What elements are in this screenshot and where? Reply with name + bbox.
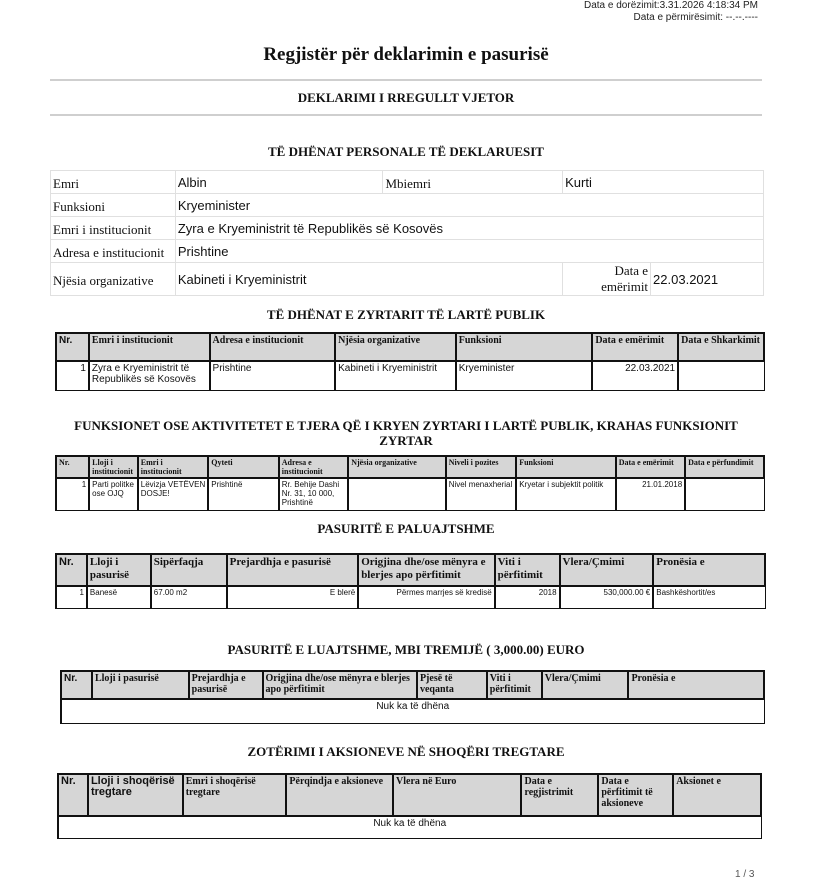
cell-area: 67.00 m2 <box>151 586 227 608</box>
col-header: Funksioni <box>456 333 593 361</box>
page-number: 1 / 3 <box>735 869 755 880</box>
col-header: Lloji i shoqërisë tregtare <box>88 774 183 816</box>
address-value: Prishtine <box>175 240 763 263</box>
col-header: Emri i institucionit <box>89 333 210 361</box>
cell-appointment: 21.01.2018 <box>616 478 685 510</box>
cell-unit: Kabineti i Kryeministrit <box>335 361 456 390</box>
divider <box>50 79 762 81</box>
cell-type: Banesë <box>87 586 151 608</box>
cell-appointment: 22.03.2021 <box>592 361 678 390</box>
cell-nr: 1 <box>56 361 89 390</box>
institution-label: Emri i institucionit <box>51 217 176 240</box>
col-header: Niveli i pozites <box>446 456 517 478</box>
divider <box>50 114 762 116</box>
cell-year: 2018 <box>495 586 560 608</box>
cell-nr: 1 <box>56 478 89 510</box>
table-row <box>56 361 764 390</box>
cell-city: Prishtinë <box>208 478 279 510</box>
col-header: Data e emërimit <box>592 333 678 361</box>
cell-institution: Zyra e Kryeministrit të Republikës së Kosovës <box>89 361 210 390</box>
empty-message: Nuk ka të dhëna <box>58 816 761 838</box>
col-header: Nr. <box>56 456 89 478</box>
empty-message: Nuk ka të dhëna <box>61 699 764 723</box>
unit-value: Kabineti i Kryeministrit <box>175 263 562 296</box>
col-header: Viti i përfitimit <box>495 554 560 586</box>
col-header: Nr. <box>58 774 88 816</box>
cell-origin: E blerë <box>227 586 359 608</box>
col-header: Qyteti <box>208 456 279 478</box>
cell-acquisition-method: Përmes marrjes së kredisë <box>358 586 494 608</box>
col-header: Emri i shoqërisë tregtare <box>183 774 287 816</box>
col-header: Nr. <box>56 333 89 361</box>
cell-dismissal <box>678 361 764 390</box>
unit-label: Njësia organizative <box>51 263 176 296</box>
cell-function: Kryeminister <box>456 361 593 390</box>
section-title-official: TË DHËNAT E ZYRTARIT TË LARTË PUBLIK <box>266 307 546 322</box>
col-header: Data e emërimit <box>616 456 685 478</box>
first-name-value: Albin <box>175 171 383 194</box>
first-name-label: Emri <box>51 171 176 194</box>
section-title-immovable: PASURITË E PALUAJTSHME <box>317 521 495 536</box>
table-row <box>56 478 764 510</box>
declaration-type: DEKLARIMI I RREGULLT VJETOR <box>297 90 515 105</box>
col-header: Origjina dhe/ose mënyra e blerjes apo përfitimit <box>358 554 494 586</box>
immovable-assets-table <box>55 553 766 609</box>
col-header: Adresa e institucionit <box>279 456 348 478</box>
movable-assets-table <box>60 670 765 724</box>
last-name-value: Kurti <box>563 171 764 194</box>
table-header-row <box>58 774 761 816</box>
cell-function: Kryetar i subjektit politik <box>516 478 616 510</box>
col-header: Pronësia e <box>628 671 764 699</box>
col-header: Nr. <box>56 554 87 586</box>
col-header: Sipërfaqja <box>151 554 227 586</box>
col-header: Lloji i institucionit <box>89 456 138 478</box>
table-header-row <box>56 554 765 586</box>
col-header: Lloji i pasurisë <box>87 554 151 586</box>
section-title-shares: ZOTËRIMI I AKSIONEVE NË SHOQËRI TREGTARE <box>247 744 565 759</box>
page-title: Regjistër për deklarimin e pasurisë <box>263 44 549 65</box>
col-header: Pronësia e <box>653 554 765 586</box>
col-header: Aksionet e <box>673 774 761 816</box>
col-header: Pjesë të veqanta <box>417 671 487 699</box>
official-table <box>55 332 765 391</box>
col-header: Lloji i pasurisë <box>92 671 189 699</box>
table-header-row <box>56 456 764 478</box>
col-header: Origjina dhe/ose mënyra e blerjes apo përfitimit <box>263 671 417 699</box>
col-header: Funksioni <box>516 456 616 478</box>
col-header: Emri i institucionit <box>138 456 209 478</box>
cell-ownership: Bashkëshortit/es <box>653 586 765 608</box>
col-header: Data e regjistrimit <box>521 774 598 816</box>
submission-meta <box>584 0 758 24</box>
table-header-row <box>61 671 764 699</box>
col-header: Njësia organizative <box>348 456 445 478</box>
function-value: Kryeminister <box>175 194 763 217</box>
cell-unit <box>348 478 445 510</box>
cell-nr: 1 <box>56 586 87 608</box>
cell-address: Prishtine <box>210 361 336 390</box>
col-header: Vlera/Çmimi <box>560 554 654 586</box>
personal-info-table <box>50 170 764 296</box>
col-header: Data e përfitimit të aksioneve <box>598 774 673 816</box>
col-header: Prejardhja e pasurisë <box>227 554 359 586</box>
col-header: Vlera/Çmimi <box>542 671 629 699</box>
function-label: Funksioni <box>51 194 176 217</box>
col-header: Prejardhja e pasurisë <box>189 671 263 699</box>
col-header: Adresa e institucionit <box>210 333 336 361</box>
table-row <box>56 586 765 608</box>
institution-value: Zyra e Kryeministrit të Republikës së Kosovës <box>175 217 763 240</box>
col-header: Njësia organizative <box>335 333 456 361</box>
section-title-personal: TË DHËNAT PERSONALE TË DEKLARUESIT <box>268 144 544 159</box>
submitted-date: Data e dorëzimit:3.31.2026 4:18:34 PM <box>584 0 758 11</box>
col-header: Data e Shkarkimit <box>678 333 764 361</box>
cell-level: Nivel menaxherial <box>446 478 517 510</box>
other-functions-table <box>55 455 765 511</box>
appointment-value: 22.03.2021 <box>651 263 764 296</box>
col-header: Vlera në Euro <box>393 774 521 816</box>
cell-value: 530,000.00 € <box>560 586 654 608</box>
table-row-empty <box>58 816 761 838</box>
col-header: Data e përfundimit <box>685 456 764 478</box>
shares-table <box>57 773 762 839</box>
table-row-empty <box>61 699 764 723</box>
table-header-row <box>56 333 764 361</box>
appointment-label: Data e emërimit <box>563 263 651 296</box>
modified-date: Data e përmirësimit: --.--.---- <box>633 12 758 23</box>
cell-institution-type: Parti politke ose OJQ <box>89 478 138 510</box>
col-header: Nr. <box>61 671 92 699</box>
cell-end-date <box>685 478 764 510</box>
col-header: Viti i përfitimit <box>487 671 542 699</box>
section-title-movable: PASURITË E LUAJTSHME, MBI TREMIJË ( 3,000.00) EURO <box>227 642 585 657</box>
cell-address: Rr. Behije Dashi Nr. 31, 10 000, Prishtinë <box>279 478 348 510</box>
cell-institution-name: Lëvizja VETËVENDOSJE! <box>138 478 209 510</box>
address-label: Adresa e institucionit <box>51 240 176 263</box>
col-header: Përqindja e aksioneve <box>286 774 393 816</box>
last-name-label: Mbiemri <box>383 171 563 194</box>
section-title-other-functions: FUNKSIONET OSE AKTIVITETET E TJERA QË I KRYEN ZYRTARI I LARTË PUBLIK, KRAHAS FUNKSIONIT ZYRTAR <box>74 418 738 448</box>
